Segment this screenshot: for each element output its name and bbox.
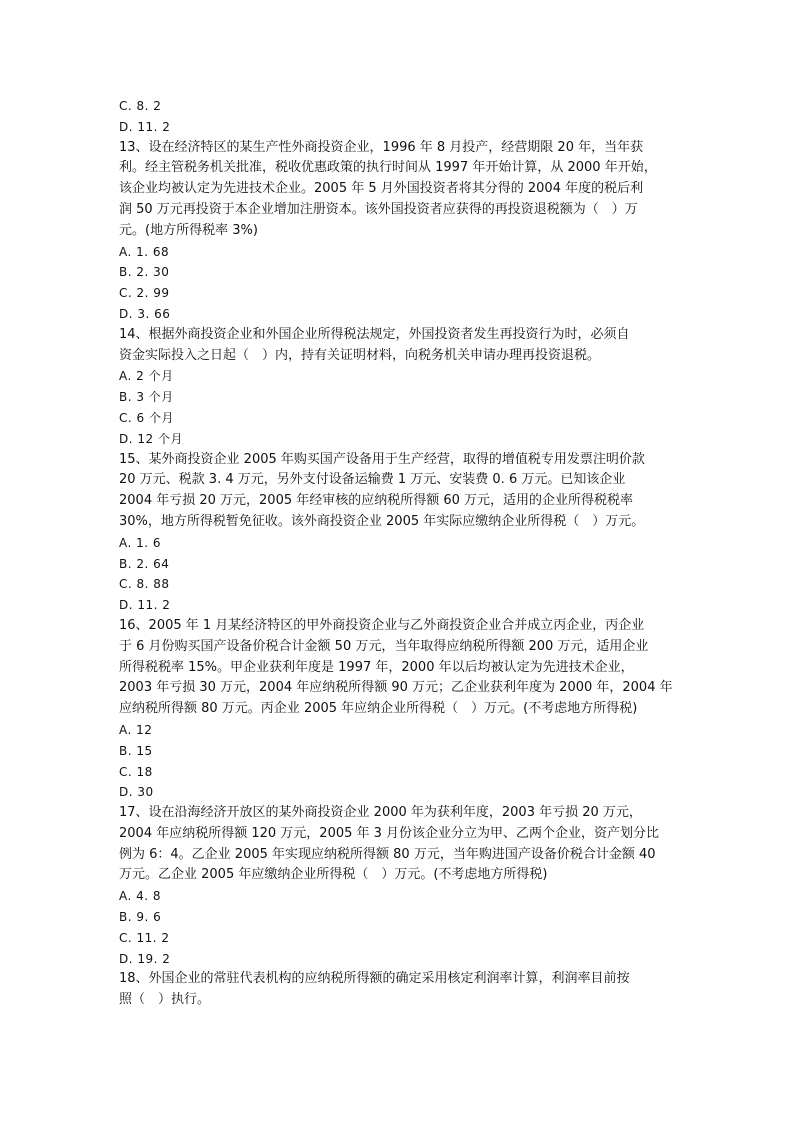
answer-option-line: D. 11. 2 [119, 598, 171, 613]
answer-option-line: D. 19. 2 [119, 951, 171, 966]
answer-option-line: B. 2. 64 [119, 556, 170, 571]
question-text-line: 18、外国企业的常驻代表机构的应纳税所得额的确定采用核定利润率计算，利润率目前按 [119, 971, 630, 987]
question-text-line: 例为 6：4。乙企业 2005 年实现应纳税所得额 80 万元，当年购进国产设备价税合计金额 40 [119, 846, 656, 862]
question-text-line: 应纳税所得额 80 万元。丙企业 2005 年应纳企业所得税（ ）万元。(不考虑地方所得税) [119, 701, 638, 717]
answer-option-line: C. 2. 99 [119, 286, 170, 301]
answer-option-line: D. 11. 2 [119, 119, 171, 134]
answer-option-line: D. 12 个月 [119, 431, 183, 446]
answer-option-line: D. 3. 66 [119, 306, 171, 321]
question-text-line: 万元。乙企业 2005 年应缴纳企业所得税（ ）万元。(不考虑地方所得税) [119, 867, 548, 883]
answer-option-line: C. 11. 2 [119, 930, 170, 945]
question-text-line: 16、2005 年 1 月某经济特区的甲外商投资企业与乙外商投资企业合并成立丙企业，丙企业 [119, 617, 645, 633]
question-text-line: 30%，地方所得税暂免征收。该外商投资企业 2005 年实际应缴纳企业所得税（ ）万元。 [119, 513, 645, 529]
question-text-line: 所得税税率 15%。甲企业获利年度是 1997 年，2000 年以后均被认定为先进技术企业， [119, 659, 634, 675]
answer-option-line: A. 1. 6 [119, 535, 162, 550]
answer-option-line: A. 1. 68 [119, 244, 170, 259]
answer-option-line: C. 8. 2 [119, 99, 162, 113]
answer-option-line: A. 4. 8 [119, 889, 162, 904]
question-text-line: 2004 年亏损 20 万元，2005 年经审核的应纳税所得额 60 万元，适用的企业所得税税率 [119, 493, 634, 509]
answer-option-line: A. 12 [119, 722, 153, 737]
answer-option-line: C. 6 个月 [119, 410, 174, 425]
question-text-line: 照（ ）执行。 [119, 992, 211, 1008]
question-text-line: 于 6 月份购买国产设备价税合计金额 50 万元，当年取得应纳税所得额 200 万元，适用企业 [119, 638, 649, 654]
answer-option-line: A. 2 个月 [119, 369, 174, 384]
question-text-line: 17、设在沿海经济开放区的某外商投资企业 2000 年为获利年度，2003 年亏损 20 万元， [119, 805, 642, 821]
question-text-line: 2004 年应纳税所得额 120 万元，2005 年 3 月份该企业分立为甲、乙两个企业，资产划分比 [119, 825, 660, 841]
answer-option-line: C. 18 [119, 764, 153, 779]
question-text-line: 13、设在经济特区的某生产性外商投资企业，1996 年 8 月投产，经营期限 20 年，当年获 [119, 139, 644, 155]
question-text-line: 该企业均被认定为先进技术企业。2005 年 5 月外国投资者将其分得的 2004 年度的税后利 [119, 181, 644, 197]
answer-option-line: B. 15 [119, 743, 153, 758]
question-text-block [119, 96, 679, 1011]
question-text-line: 润 50 万元再投资于本企业增加注册资本。该外国投资者应获得的再投资退税额为（ ）万 [119, 201, 638, 217]
question-text-line: 2003 年亏损 30 万元，2004 年应纳税所得额 90 万元；乙企业获利年度为 2000 年，2004 年 [119, 680, 673, 696]
answer-option-line: C. 8. 88 [119, 577, 170, 592]
question-text-line: 14、根据外商投资企业和外国企业所得税法规定，外国投资者发生再投资行为时，必须自 [119, 326, 630, 342]
question-text-line: 资金实际投入之日起（ ）内，持有关证明材料，向税务机关申请办理再投资退税。 [119, 347, 601, 363]
question-text-line: 元。(地方所得税率 3%) [119, 222, 258, 238]
answer-option-line: D. 30 [119, 785, 154, 800]
question-text-line: 利。经主管税务机关批准，税收优惠政策的执行时间从 1997 年开始计算，从 2000 年开始， [119, 160, 657, 176]
answer-option-line: B. 3 个月 [119, 390, 174, 405]
answer-option-line: B. 2. 30 [119, 265, 170, 280]
question-text-line: 15、某外商投资企业 2005 年购买国产设备用于生产经营，取得的增值税专用发票注明价款 [119, 451, 645, 467]
answer-option-line: B. 9. 6 [119, 910, 162, 925]
question-text-line: 20 万元、税款 3. 4 万元，另外支付设备运输费 1 万元、安装费 0. 6 万元。已知该企业 [119, 472, 626, 488]
